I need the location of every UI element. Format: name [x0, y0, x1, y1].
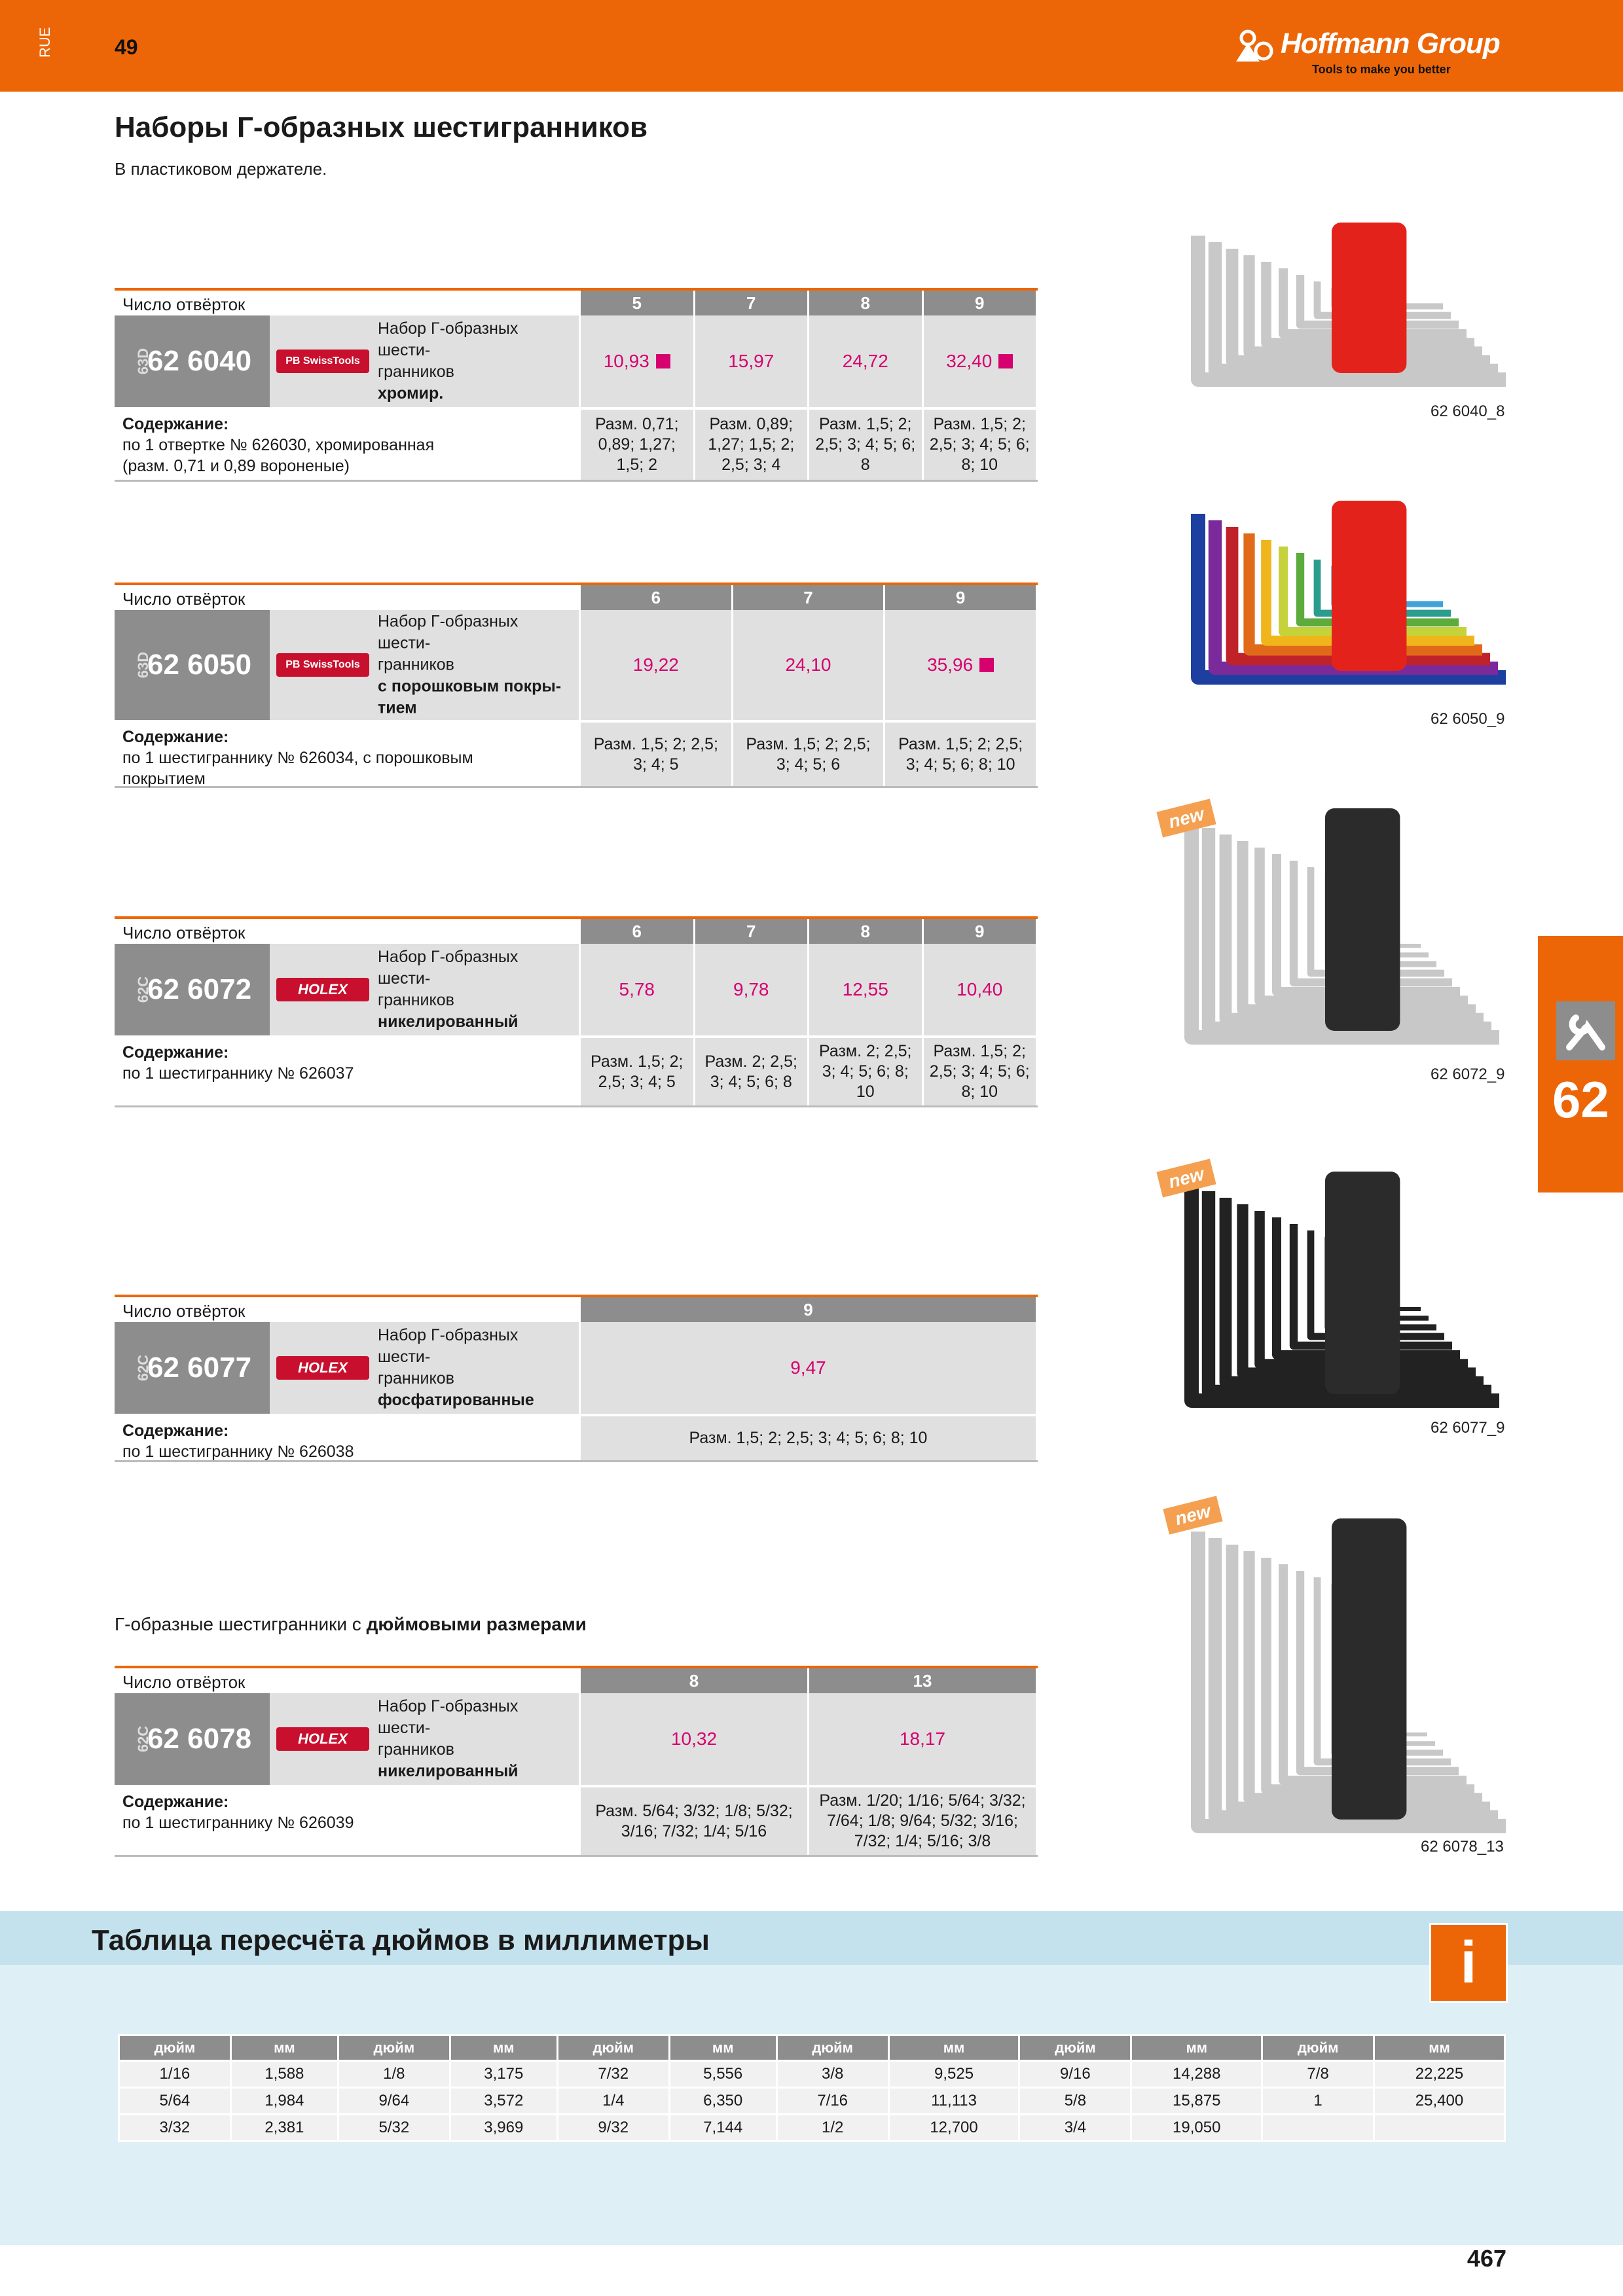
conversion-title: Таблица пересчёта дюймов в миллиметры — [92, 1924, 710, 1956]
size-cell: Разм. 1,5; 2; 2,5; 3; 4; 5; 6; 8; 10 — [924, 410, 1036, 480]
conversion-cell: 12,700 — [890, 2115, 1019, 2140]
conversion-cell: 25,400 — [1375, 2089, 1504, 2113]
hex-key-set-image — [1178, 488, 1519, 697]
image-caption: 62 6072_9 — [1431, 1066, 1505, 1083]
hex-key-set-image — [1178, 1505, 1519, 1846]
count-cell: 8 — [809, 291, 922, 315]
description-line: гранников — [378, 363, 454, 381]
product-description — [378, 1325, 574, 1411]
product-description-box — [270, 1693, 579, 1785]
category-code: 62C — [135, 1354, 152, 1382]
conversion-cell: 9/16 — [1020, 2062, 1130, 2087]
size-cell: Разм. 1,5; 2; 2,5; 3; 4; 5; 6 — [733, 723, 884, 786]
conversion-cell: 3,572 — [451, 2089, 556, 2113]
size-cell: Разм. 1,5; 2; 2,5; 3; 4; 5; 6; 8; 10 — [924, 1038, 1036, 1105]
brand-logo: HOLEX — [276, 978, 369, 1001]
product-id-box — [115, 1322, 270, 1414]
product-description — [378, 611, 574, 719]
product-description-box — [270, 1322, 579, 1414]
contents-label: Содержание: — [122, 728, 229, 746]
conversion-cell: 1,588 — [232, 2062, 337, 2087]
product-row — [115, 944, 1038, 1035]
contents-value: по 1 шестиграннику № 626038 — [122, 1443, 354, 1461]
count-cell: 6 — [581, 585, 731, 610]
page-subtitle: В пластиковом держателе. — [115, 159, 327, 179]
image-caption: 62 6077_9 — [1431, 1419, 1505, 1437]
conversion-header-cell: дюйм — [778, 2036, 888, 2060]
price-cell — [581, 315, 693, 407]
brand-name: Hoffmann Group — [1281, 27, 1500, 60]
price-value: 9,47 — [790, 1357, 826, 1378]
product-row — [115, 1693, 1038, 1785]
contents-row — [115, 1038, 1038, 1107]
conversion-header-cell: дюйм — [120, 2036, 230, 2060]
conversion-header-cell: мм — [1375, 2036, 1504, 2060]
product-block — [115, 288, 1038, 482]
conversion-cell: 1/2 — [778, 2115, 888, 2140]
product-description — [378, 1696, 574, 1782]
conversion-cell: 9/32 — [558, 2115, 668, 2140]
description-finish: с порошковым покры-тием — [378, 677, 562, 717]
info-icon: i — [1429, 1923, 1508, 2003]
price-value: 32,40 — [946, 351, 993, 371]
conversion-cell: 5/8 — [1020, 2089, 1130, 2113]
contents-value: по 1 шестиграннику № 626034, с порошковым покрытием — [122, 749, 473, 788]
contents-label: Содержание: — [122, 1422, 229, 1440]
new-badge: new — [1156, 1158, 1216, 1197]
price-value: 5,78 — [619, 979, 655, 999]
conversion-cell: 5/64 — [120, 2089, 230, 2113]
count-label: Число отвёрток — [122, 589, 246, 609]
count-cell: 5 — [581, 291, 693, 315]
count-label: Число отвёрток — [122, 295, 246, 314]
conversion-cell: 1/4 — [558, 2089, 668, 2113]
product-number: 62 6040 — [147, 345, 252, 377]
price-value: 18,17 — [899, 1729, 946, 1749]
brand-logo: HOLEX — [276, 1727, 369, 1751]
category-code: 62C — [135, 1725, 152, 1753]
conversion-cell: 3/8 — [778, 2062, 888, 2087]
price-cell — [809, 315, 922, 407]
conversion-table — [118, 2034, 1506, 2142]
contents-label: Содержание: — [122, 415, 229, 433]
price-cell — [581, 1322, 1036, 1414]
size-cell: Разм. 1,5; 2; 2,5; 3; 4; 5 — [581, 723, 731, 786]
price-value: 15,97 — [728, 351, 775, 371]
conversion-row — [120, 2115, 1504, 2140]
conversion-cell: 3,175 — [451, 2062, 556, 2087]
conversion-cell — [1375, 2115, 1504, 2140]
size-cell: Разм. 5/64; 3/32; 1/8; 5/32; 3/16; 7/32; 1/4; 5/16 — [581, 1787, 807, 1855]
conversion-cell: 14,288 — [1132, 2062, 1261, 2087]
price-value: 35,96 — [927, 655, 974, 675]
conversion-header-cell: мм — [670, 2036, 776, 2060]
conversion-header-cell: дюйм — [558, 2036, 668, 2060]
price-value: 12,55 — [842, 979, 888, 999]
product-header — [115, 288, 1038, 315]
conversion-row — [120, 2089, 1504, 2113]
conversion-cell: 9,525 — [890, 2062, 1019, 2087]
conversion-cell: 5/32 — [339, 2115, 449, 2140]
product-header — [115, 1666, 1038, 1693]
conversion-cell: 19,050 — [1132, 2115, 1261, 2140]
description-line: гранников — [378, 1369, 454, 1388]
inch-heading — [115, 1614, 587, 1635]
contents-value: по 1 шестиграннику № 626037 — [122, 1064, 354, 1083]
contents-value: по 1 отвертке № 626030, хромированная (разм. 0,71 и 0,89 вороненые) — [122, 436, 435, 475]
conversion-cell: 1/16 — [120, 2062, 230, 2087]
conversion-header-cell: мм — [232, 2036, 337, 2060]
product-number: 62 6050 — [147, 649, 252, 681]
tools-icon — [1556, 1001, 1615, 1060]
category-code: 63D — [135, 348, 152, 375]
description-line: гранников — [378, 655, 454, 674]
description-line: Набор Г-образных шести- — [378, 319, 519, 359]
conversion-cell: 1 — [1263, 2089, 1373, 2113]
contents-row — [115, 1787, 1038, 1857]
contents-text — [122, 1420, 581, 1462]
conversion-cell: 3/4 — [1020, 2115, 1130, 2140]
size-cell: Разм. 2; 2,5; 3; 4; 5; 6; 8; 10 — [809, 1038, 922, 1105]
contents-text — [122, 726, 581, 789]
page-number: 467 — [1467, 2245, 1506, 2272]
count-cell: 9 — [924, 291, 1036, 315]
conversion-cell: 1,984 — [232, 2089, 337, 2113]
price-value: 24,10 — [785, 655, 831, 675]
contents-value: по 1 шестиграннику № 626039 — [122, 1814, 354, 1832]
count-cell: 13 — [809, 1668, 1036, 1693]
description-line: Набор Г-образных шести- — [378, 1326, 519, 1366]
image-caption: 62 6040_8 — [1431, 403, 1505, 420]
conversion-header-cell: мм — [451, 2036, 556, 2060]
count-label: Число отвёрток — [122, 1672, 246, 1692]
product-block — [115, 1295, 1038, 1462]
product-description — [378, 946, 574, 1033]
price-value: 10,93 — [603, 351, 649, 371]
hex-key-set-image — [1172, 795, 1512, 1057]
inch-heading-pre: Г-образные шестигранники с — [115, 1614, 367, 1634]
price-cell — [885, 610, 1036, 720]
description-line: гранников — [378, 991, 454, 1009]
hex-key-set-image — [1172, 1158, 1512, 1420]
size-cell: Разм. 1/20; 1/16; 5/64; 3/32; 7/64; 1/8; 9/64; 5/32; 3/16; 7/32; 1/4; 5/16; 3/8 — [809, 1787, 1036, 1855]
conversion-cell: 11,113 — [890, 2089, 1019, 2113]
brand-logo: HOLEX — [276, 1356, 369, 1380]
product-id-box — [115, 944, 270, 1035]
hoffmann-logo — [1233, 25, 1508, 77]
price-value: 24,72 — [842, 351, 888, 371]
conversion-cell: 2,381 — [232, 2115, 337, 2140]
size-cell: Разм. 1,5; 2; 2,5; 3; 4; 5; 6; 8 — [809, 410, 922, 480]
count-label: Число отвёрток — [122, 1301, 246, 1321]
side-tab-number: 62 — [1552, 1071, 1609, 1128]
product-number: 62 6078 — [147, 1723, 252, 1755]
description-line: Набор Г-образных шести- — [378, 948, 519, 988]
brand-logo: PB SwissTools — [276, 653, 369, 677]
conversion-cell: 7/32 — [558, 2062, 668, 2087]
conversion-cell — [1263, 2115, 1373, 2140]
count-cell: 9 — [924, 919, 1036, 944]
product-description-box — [270, 315, 579, 407]
count-label: Число отвёрток — [122, 923, 246, 942]
conversion-cell: 5,556 — [670, 2062, 776, 2087]
product-header — [115, 583, 1038, 610]
count-cell: 9 — [581, 1297, 1036, 1322]
count-cell: 9 — [885, 585, 1036, 610]
conversion-cell: 3/32 — [120, 2115, 230, 2140]
product-id-box — [115, 1693, 270, 1785]
conversion-cell: 7,144 — [670, 2115, 776, 2140]
product-block — [115, 1666, 1038, 1857]
category-code: 62C — [135, 976, 152, 1003]
contents-row — [115, 410, 1038, 482]
description-finish: хромир. — [378, 384, 444, 403]
description-finish: фосфатированные — [378, 1391, 534, 1409]
price-cell — [581, 1693, 807, 1785]
product-description — [378, 318, 574, 404]
conversion-header-cell: дюйм — [1020, 2036, 1130, 2060]
price-cell — [695, 944, 808, 1035]
contents-text — [122, 414, 581, 476]
price-marker-icon — [998, 354, 1013, 368]
conversion-cell: 22,225 — [1375, 2062, 1504, 2087]
count-cell: 7 — [695, 291, 808, 315]
page-title: Наборы Г-образных шестигранников — [115, 111, 648, 143]
price-value: 19,22 — [632, 655, 679, 675]
price-cell — [809, 944, 922, 1035]
contents-label: Содержание: — [122, 1043, 229, 1062]
inch-heading-bold: дюймовыми размерами — [366, 1614, 587, 1634]
contents-label: Содержание: — [122, 1793, 229, 1811]
contents-row — [115, 723, 1038, 788]
conversion-header-cell: мм — [890, 2036, 1019, 2060]
price-cell — [581, 610, 731, 720]
conversion-cell: 7/16 — [778, 2089, 888, 2113]
conversion-body — [120, 2062, 1504, 2140]
count-cell: 8 — [809, 919, 922, 944]
conversion-row — [120, 2062, 1504, 2087]
count-cell: 7 — [733, 585, 884, 610]
hex-key-set-image — [1178, 209, 1519, 399]
count-cell: 7 — [695, 919, 808, 944]
new-badge: new — [1163, 1496, 1222, 1534]
price-cell — [695, 315, 808, 407]
price-cell — [581, 944, 693, 1035]
contents-text — [122, 1791, 581, 1833]
brand-tagline: Tools to make you better — [1312, 63, 1451, 76]
logo-icon — [1233, 29, 1279, 63]
conversion-cell: 6,350 — [670, 2089, 776, 2113]
conversion-header-row — [120, 2036, 1504, 2060]
image-caption: 62 6078_13 — [1421, 1838, 1504, 1856]
product-number: 62 6072 — [147, 973, 252, 1005]
conversion-header-cell: дюйм — [339, 2036, 449, 2060]
chapter-number: 49 — [115, 35, 138, 59]
conversion-cell: 9/64 — [339, 2089, 449, 2113]
conversion-header-cell: мм — [1132, 2036, 1261, 2060]
size-cell: Разм. 1,5; 2; 2,5; 3; 4; 5; 6; 8; 10 — [885, 723, 1036, 786]
conversion-cell: 3,969 — [451, 2115, 556, 2140]
description-line: Набор Г-образных шести- — [378, 612, 519, 653]
product-id-box — [115, 610, 270, 720]
product-description-box — [270, 610, 579, 720]
contents-row — [115, 1416, 1038, 1462]
language-code: RUE — [37, 27, 53, 58]
category-code: 63D — [135, 651, 152, 679]
count-cell: 6 — [581, 919, 693, 944]
price-marker-icon — [656, 354, 670, 368]
size-cell: Разм. 0,89; 1,27; 1,5; 2; 2,5; 3; 4 — [695, 410, 808, 480]
description-line: Набор Г-образных шести- — [378, 1697, 519, 1737]
price-cell — [924, 944, 1036, 1035]
product-description-box — [270, 944, 579, 1035]
conversion-cell: 15,875 — [1132, 2089, 1261, 2113]
price-marker-icon — [979, 658, 994, 672]
price-value: 10,32 — [670, 1729, 718, 1749]
conversion-cell: 7/8 — [1263, 2062, 1373, 2087]
product-row — [115, 315, 1038, 407]
price-cell — [733, 610, 884, 720]
product-row — [115, 610, 1038, 720]
price-value: 10,40 — [957, 979, 1003, 999]
product-block — [115, 583, 1038, 788]
description-finish: никелированный — [378, 1762, 519, 1780]
product-id-box — [115, 315, 270, 407]
price-value: 9,78 — [733, 979, 769, 999]
conversion-header-cell: дюйм — [1263, 2036, 1373, 2060]
size-cell: Разм. 1,5; 2; 2,5; 3; 4; 5 — [581, 1038, 693, 1105]
size-cell: Разм. 0,71; 0,89; 1,27; 1,5; 2 — [581, 410, 693, 480]
product-header — [115, 916, 1038, 944]
contents-text — [122, 1042, 581, 1084]
size-cell: Разм. 1,5; 2; 2,5; 3; 4; 5; 6; 8; 10 — [581, 1416, 1036, 1460]
image-caption: 62 6050_9 — [1431, 710, 1505, 728]
description-line: гранников — [378, 1740, 454, 1759]
count-cell: 8 — [581, 1668, 807, 1693]
brand-logo: PB SwissTools — [276, 350, 369, 373]
price-cell — [809, 1693, 1036, 1785]
product-row — [115, 1322, 1038, 1414]
size-cell: Разм. 2; 2,5; 3; 4; 5; 6; 8 — [695, 1038, 808, 1105]
price-cell — [924, 315, 1036, 407]
new-badge: new — [1156, 798, 1216, 837]
product-block — [115, 916, 1038, 1107]
product-header — [115, 1295, 1038, 1322]
conversion-cell: 1/8 — [339, 2062, 449, 2087]
chapter-side-tab — [1538, 936, 1623, 1193]
description-finish: никелированный — [378, 1013, 519, 1031]
product-number: 62 6077 — [147, 1352, 252, 1384]
